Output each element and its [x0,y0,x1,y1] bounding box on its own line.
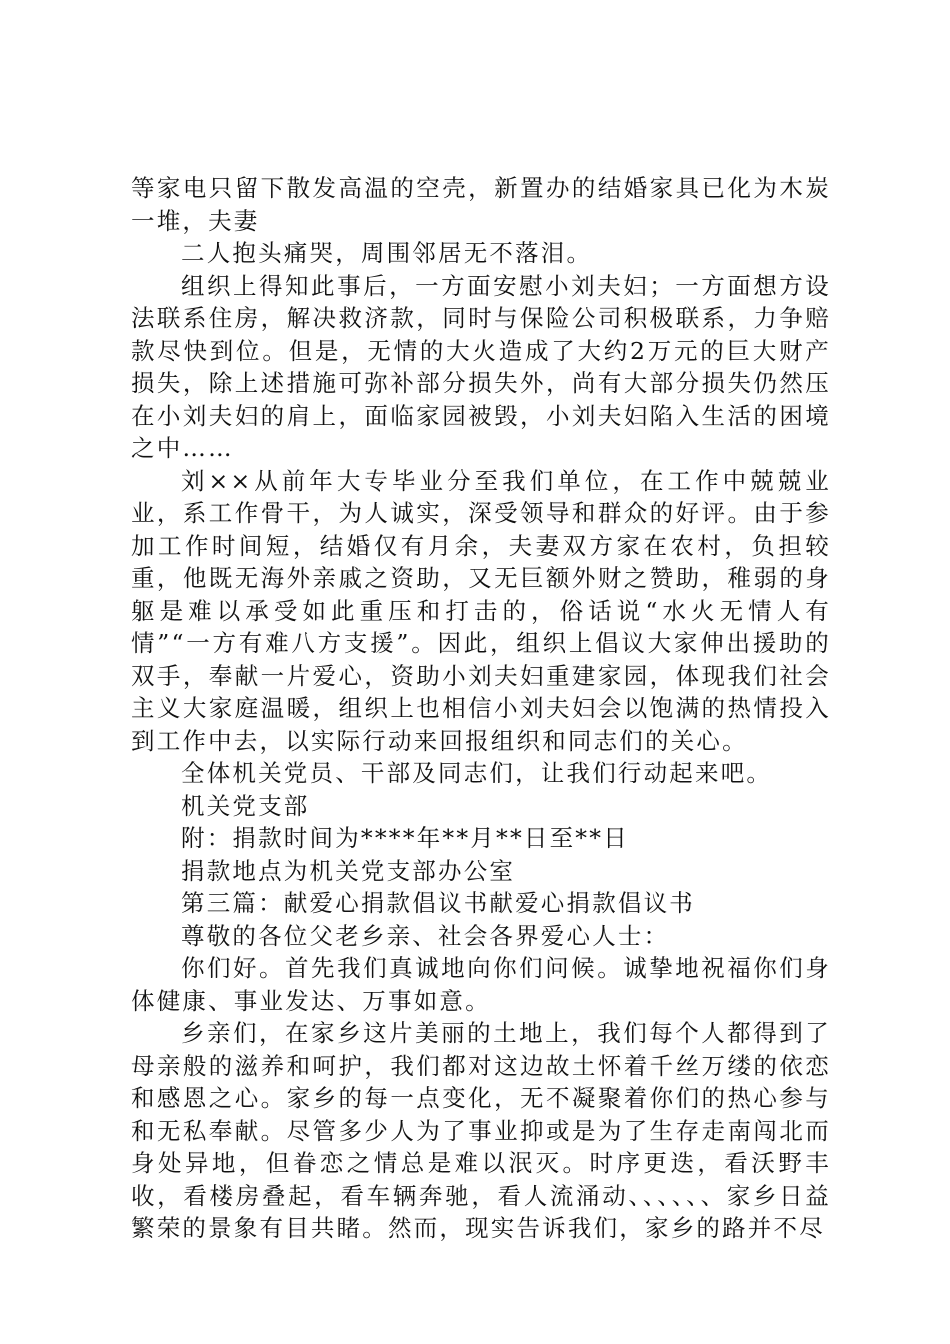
paragraph-2: 二人抱头痛哭，周围邻居无不落泪。 [181,239,593,267]
paragraph-5: 全体机关党员、干部及同志们，让我们行动起来吧。 [181,759,773,787]
attachment-time: 附：捐款时间为****年**月**日至**日 [181,824,629,852]
signature-line: 机关党支部 [181,791,310,820]
document-body [131,172,831,1245]
paragraph-3: 组织上得知此事后，一方面安慰小刘夫妇；一方面想方设法联系住房，解决救济款，同时与保险公司积极联系，力争赔款尽快到位。但是，无情的大火造成了大约2万元的巨大财产损失，除上述措施可弥补部分损失外，尚有大部分损失仍然压在小刘夫妇的肩上，面临家园被毁，小刘夫妇陷入生活的困境之中…… [131,271,831,462]
salutation: 尊敬的各位父老乡亲、社会各界爱心人士： [181,921,670,950]
section-heading: 第三篇：献爱心捐款倡议书献爱心捐款倡议书 [181,889,695,917]
paragraph-hometown: 乡亲们，在家乡这片美丽的土地上，我们每个人都得到了母亲般的滋养和呵护，我们都对这边故土怀着千丝万缕的依恋和感恩之心。家乡的每一点变化，无不凝聚着你们的热心参与和无私奉献。尽管多少人为了事业抑或是为了生存走南闯北而身处异地，但眷恋之情总是难以泯灭。时序更迭，看沃野丰收，看楼房叠起，看车辆奔驰，看人流涌动、、、、、、家乡日益繁荣的景象有目共睹。然而，现实告诉我们，家乡的路并不尽 [131,1019,831,1242]
paragraph-greeting: 你们好。首先我们真诚地向你们问候。诚挚地祝福你们身体健康、事业发达、万事如意。 [131,954,831,1015]
attachment-location: 捐款地点为机关党支部办公室 [181,856,516,885]
paragraph-4: 刘××从前年大专毕业分至我们单位，在工作中兢兢业业，系工作骨干，为人诚实，深受领导和群众的好评。由于参加工作时间短，结婚仅有月余，夫妻双方家在农村，负担较重，他既无海外亲戚之资助，又无巨额外财之赞助，稚弱的身躯是难以承受如此重压和打击的，俗话说“水火无情人有情”“一方有难八方支援”。因此，组织上倡议大家伸出援助的双手，奉献一片爱心，资助小刘夫妇重建家园，体现我们社会主义大家庭温暖，组织上也相信小刘夫妇会以饱满的热情投入到工作中去，以实际行动来回报组织和同志们的关心。 [131,466,831,755]
paragraph-1: 等家电只留下散发高温的空壳，新置办的结婚家具已化为木炭一堆，夫妻 [131,174,831,235]
